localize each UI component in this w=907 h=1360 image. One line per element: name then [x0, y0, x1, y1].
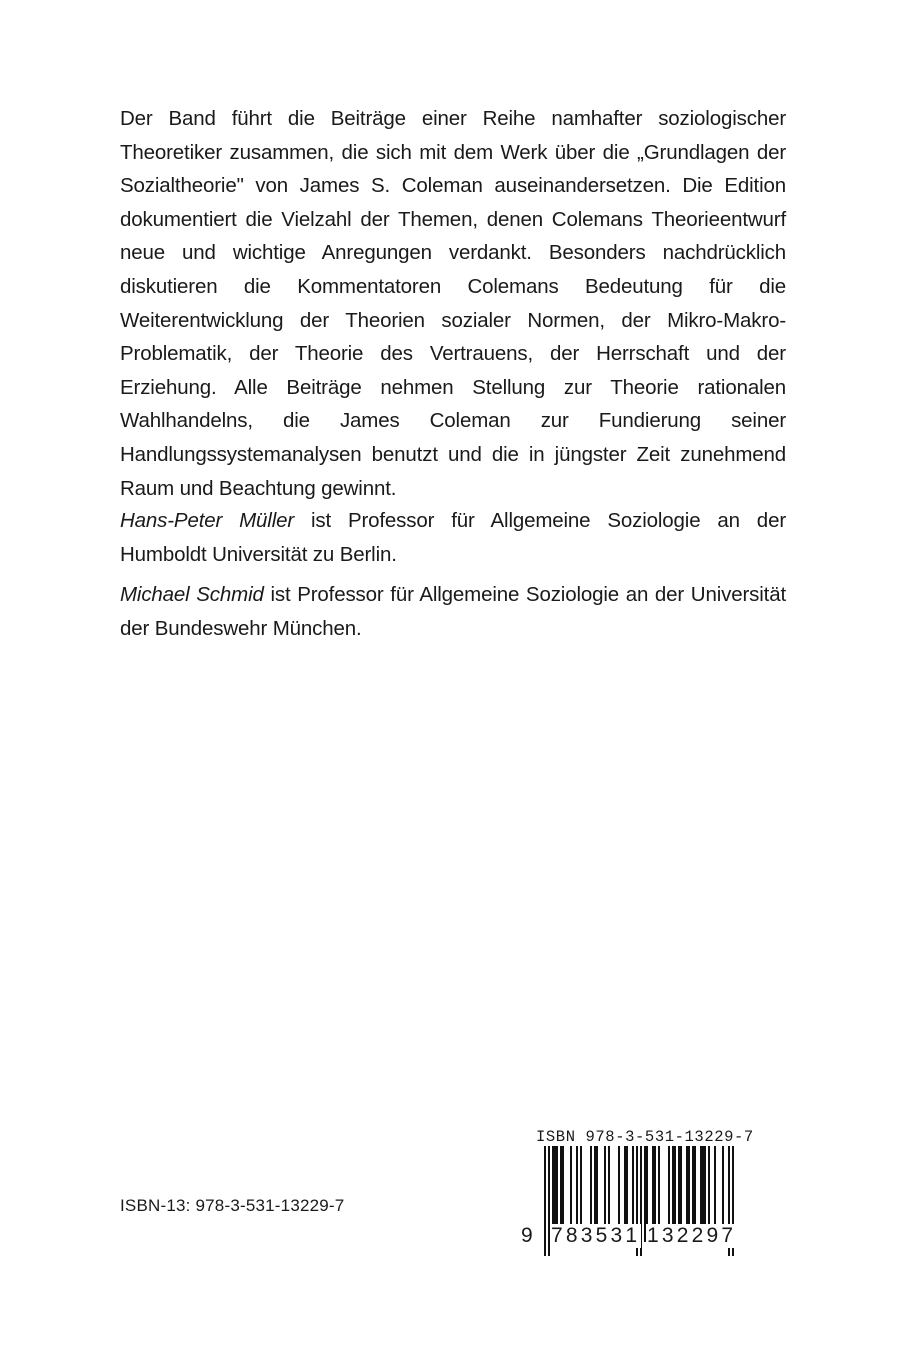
isbn-label: ISBN-13: 978-3-531-13229-7: [120, 1196, 345, 1215]
author-description-1: ist Professor für Allgemeine Soziologie an der Humboldt Universität zu Berlin.: [120, 509, 786, 566]
author-bio-2: [120, 578, 786, 645]
book-description: Der Band führt die Beiträge einer Reihe namhafter soziologischer Theoretiker zusammen, die sich mit dem Werk über die „Grundlagen der Sozialtheorie" von James S. Coleman auseinandersetzen. Die Edition dokumentiert die Vielzahl der Themen, denen Colemans Theorieentwurf neue und wichtige Anregungen verdankt. Besonders nachdrücklich diskutieren die Kommentatoren Colemans Bedeutung für die Weiterentwicklung der Theorien sozialer Normen, der Mikro-Makro-Problematik, der Theorie des Vertrauens, der Herrschaft und der Erziehung. Alle Beiträge nehmen Stellung zur Theorie rationalen Wahlhandelns, die James Coleman zur Fundierung seiner Handlungssystemanalysen benutzt und die in jüngster Zeit zunehmend Raum und Beachtung gewinnt.: [120, 107, 786, 500]
author-name-1: Hans-Peter Müller: [120, 509, 295, 532]
author-bio-1: [120, 504, 786, 571]
barcode-digits-right: 132297: [647, 1224, 737, 1247]
barcode-digits-left: 783531: [551, 1224, 641, 1247]
isbn-barcode: [520, 1128, 760, 1262]
barcode-digits: [520, 1224, 760, 1258]
barcode-isbn-text: ISBN 978-3-531-13229-7: [536, 1128, 754, 1146]
author-name-2: Michael Schmid: [120, 583, 264, 606]
author-description-2: ist Professor für Allgemeine Soziologie an der Universität der Bundeswehr München.: [120, 583, 786, 640]
barcode-digit-first: 9: [521, 1224, 533, 1247]
